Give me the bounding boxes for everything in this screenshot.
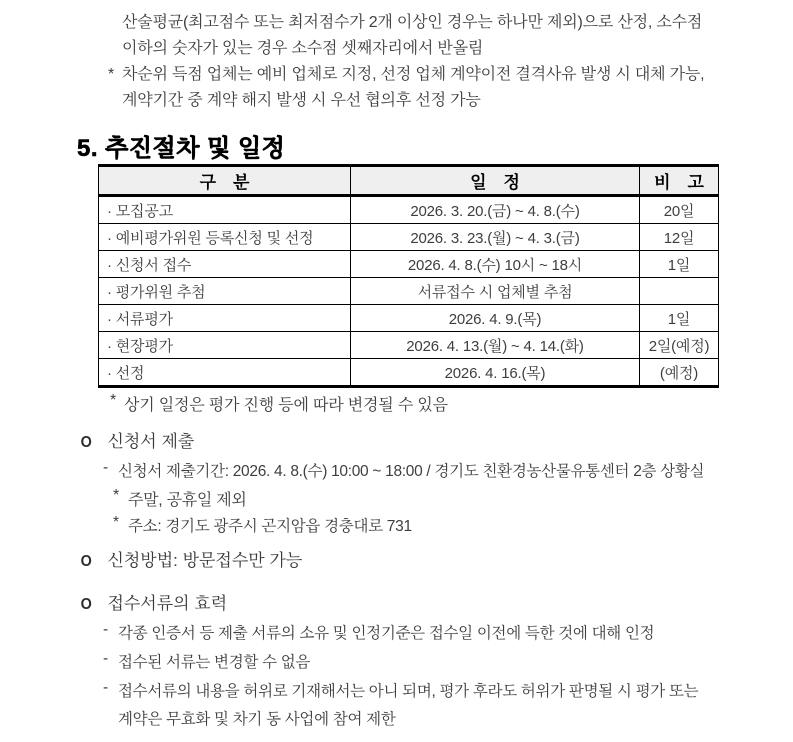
asterisk-marker: *: [110, 392, 117, 409]
table-row: [99, 359, 719, 387]
cell-note: 1일: [640, 305, 719, 332]
submission-item-weekend: [113, 487, 247, 510]
validity-item-3: [103, 679, 698, 701]
cell-schedule: 2026. 3. 23.(월) ~ 4. 3.(금): [351, 224, 640, 251]
cell-schedule: 서류접수 시 업체별 추첨: [351, 278, 640, 305]
cell-schedule: 2026. 3. 20.(금) ~ 4. 8.(수): [351, 196, 640, 224]
circle-bullet: O: [80, 553, 92, 570]
table-row: [99, 251, 719, 278]
cell-category: · 현장평가: [99, 332, 351, 359]
submission-weekend-text: 주말, 공휴일 제외: [128, 492, 247, 509]
method-title-text: 신청방법: 방문접수만 가능: [107, 551, 303, 570]
cell-note: [640, 278, 719, 305]
table-footnote-text: 상기 일정은 평가 진행 등에 따라 변경될 수 있음: [124, 397, 448, 414]
validity-item-2-text: 접수된 서류는 변경할 수 없음: [118, 654, 311, 671]
asterisk-marker: *: [113, 514, 119, 531]
cell-category: · 선정: [99, 359, 351, 387]
method-section-title: [80, 546, 302, 571]
intro-star-note: [108, 65, 704, 84]
col-header-note: 비 고: [640, 166, 719, 196]
cell-category: · 평가위원 추첨: [99, 278, 351, 305]
cell-category: · 신청서 접수: [99, 251, 351, 278]
table-row: [99, 278, 719, 305]
submission-address-text: 주소: 경기도 광주시 곤지암읍 경충대로 731: [128, 518, 412, 535]
asterisk-marker: *: [113, 487, 119, 504]
table-row: [99, 196, 719, 224]
intro-line-2: 이하의 숫자가 있는 경우 소수점 셋째자리에서 반올림: [122, 40, 484, 57]
submission-period-text: 신청서 제출기간: 2026. 4. 8.(수) 10:00 ~ 18:00 / 경기도 친환경농산물유통센터 2층 상황실: [118, 463, 705, 480]
validity-item-3-continuation: [118, 707, 396, 729]
validity-item-3-text: 접수서류의 내용을 허위로 기재해서는 아니 되며, 평가 후라도 허위가 판명될 시 평가 또는: [118, 683, 699, 700]
validity-section-title: [80, 589, 227, 614]
cell-schedule: 2026. 4. 9.(목): [351, 305, 640, 332]
cell-schedule: 2026. 4. 16.(목): [351, 359, 640, 387]
submission-item-period: [103, 459, 704, 481]
dash-marker: -: [103, 679, 108, 696]
circle-bullet: O: [80, 434, 92, 451]
col-header-schedule: 일 정: [351, 166, 640, 196]
intro-star-line-2: 계약기간 중 계약 해지 발생 시 우선 협의후 선정 가능: [122, 92, 481, 109]
cell-category: · 서류평가: [99, 305, 351, 332]
validity-item-2: [103, 650, 310, 672]
intro-star-line-1: 차순위 득점 업체는 예비 업체로 지정, 선정 업체 계약이전 결격사유 발생 시 대체 가능,: [122, 66, 705, 83]
table-row: [99, 332, 719, 359]
submission-section-title: [80, 427, 194, 452]
validity-item-3-cont-text: 계약은 무효화 및 차기 동 사업에 참여 제한: [118, 711, 396, 728]
validity-title-text: 접수서류의 효력: [107, 594, 228, 613]
submission-title-text: 신청서 제출: [107, 432, 195, 451]
cell-note: 12일: [640, 224, 719, 251]
cell-schedule: 2026. 4. 8.(수) 10시 ~ 18시: [351, 251, 640, 278]
schedule-table: [98, 164, 719, 388]
col-header-category: 구 분: [99, 166, 351, 196]
cell-category: · 모집공고: [99, 196, 351, 224]
submission-item-address: [113, 514, 412, 536]
cell-note: 20일: [640, 196, 719, 224]
cell-schedule: 2026. 4. 13.(월) ~ 4. 14.(화): [351, 332, 640, 359]
circle-bullet: O: [80, 596, 92, 613]
section-title: 5. 추진절차 및 일정: [77, 135, 286, 162]
table-row: [99, 224, 719, 251]
cell-note: 1일: [640, 251, 719, 278]
dash-marker: -: [103, 650, 108, 667]
table-footnote: [110, 392, 448, 415]
validity-item-1-text: 각종 인증서 등 제출 서류의 소유 및 인정기준은 접수일 이전에 득한 것에 대해 인정: [118, 625, 655, 642]
cell-category: · 예비평가위원 등록신청 및 선정: [99, 224, 351, 251]
asterisk-marker: *: [108, 66, 115, 83]
dash-marker: -: [103, 459, 108, 476]
validity-item-1: [103, 621, 654, 643]
table-row: [99, 305, 719, 332]
dash-marker: -: [103, 621, 108, 638]
cell-note: (예정): [640, 359, 719, 387]
cell-note: 2일(예정): [640, 332, 719, 359]
table-header-row: [99, 166, 719, 196]
intro-line-1: 산술평균(최고점수 또는 최저점수가 2개 이상인 경우는 하나만 제외)으로 산정, 소수점: [122, 14, 703, 31]
